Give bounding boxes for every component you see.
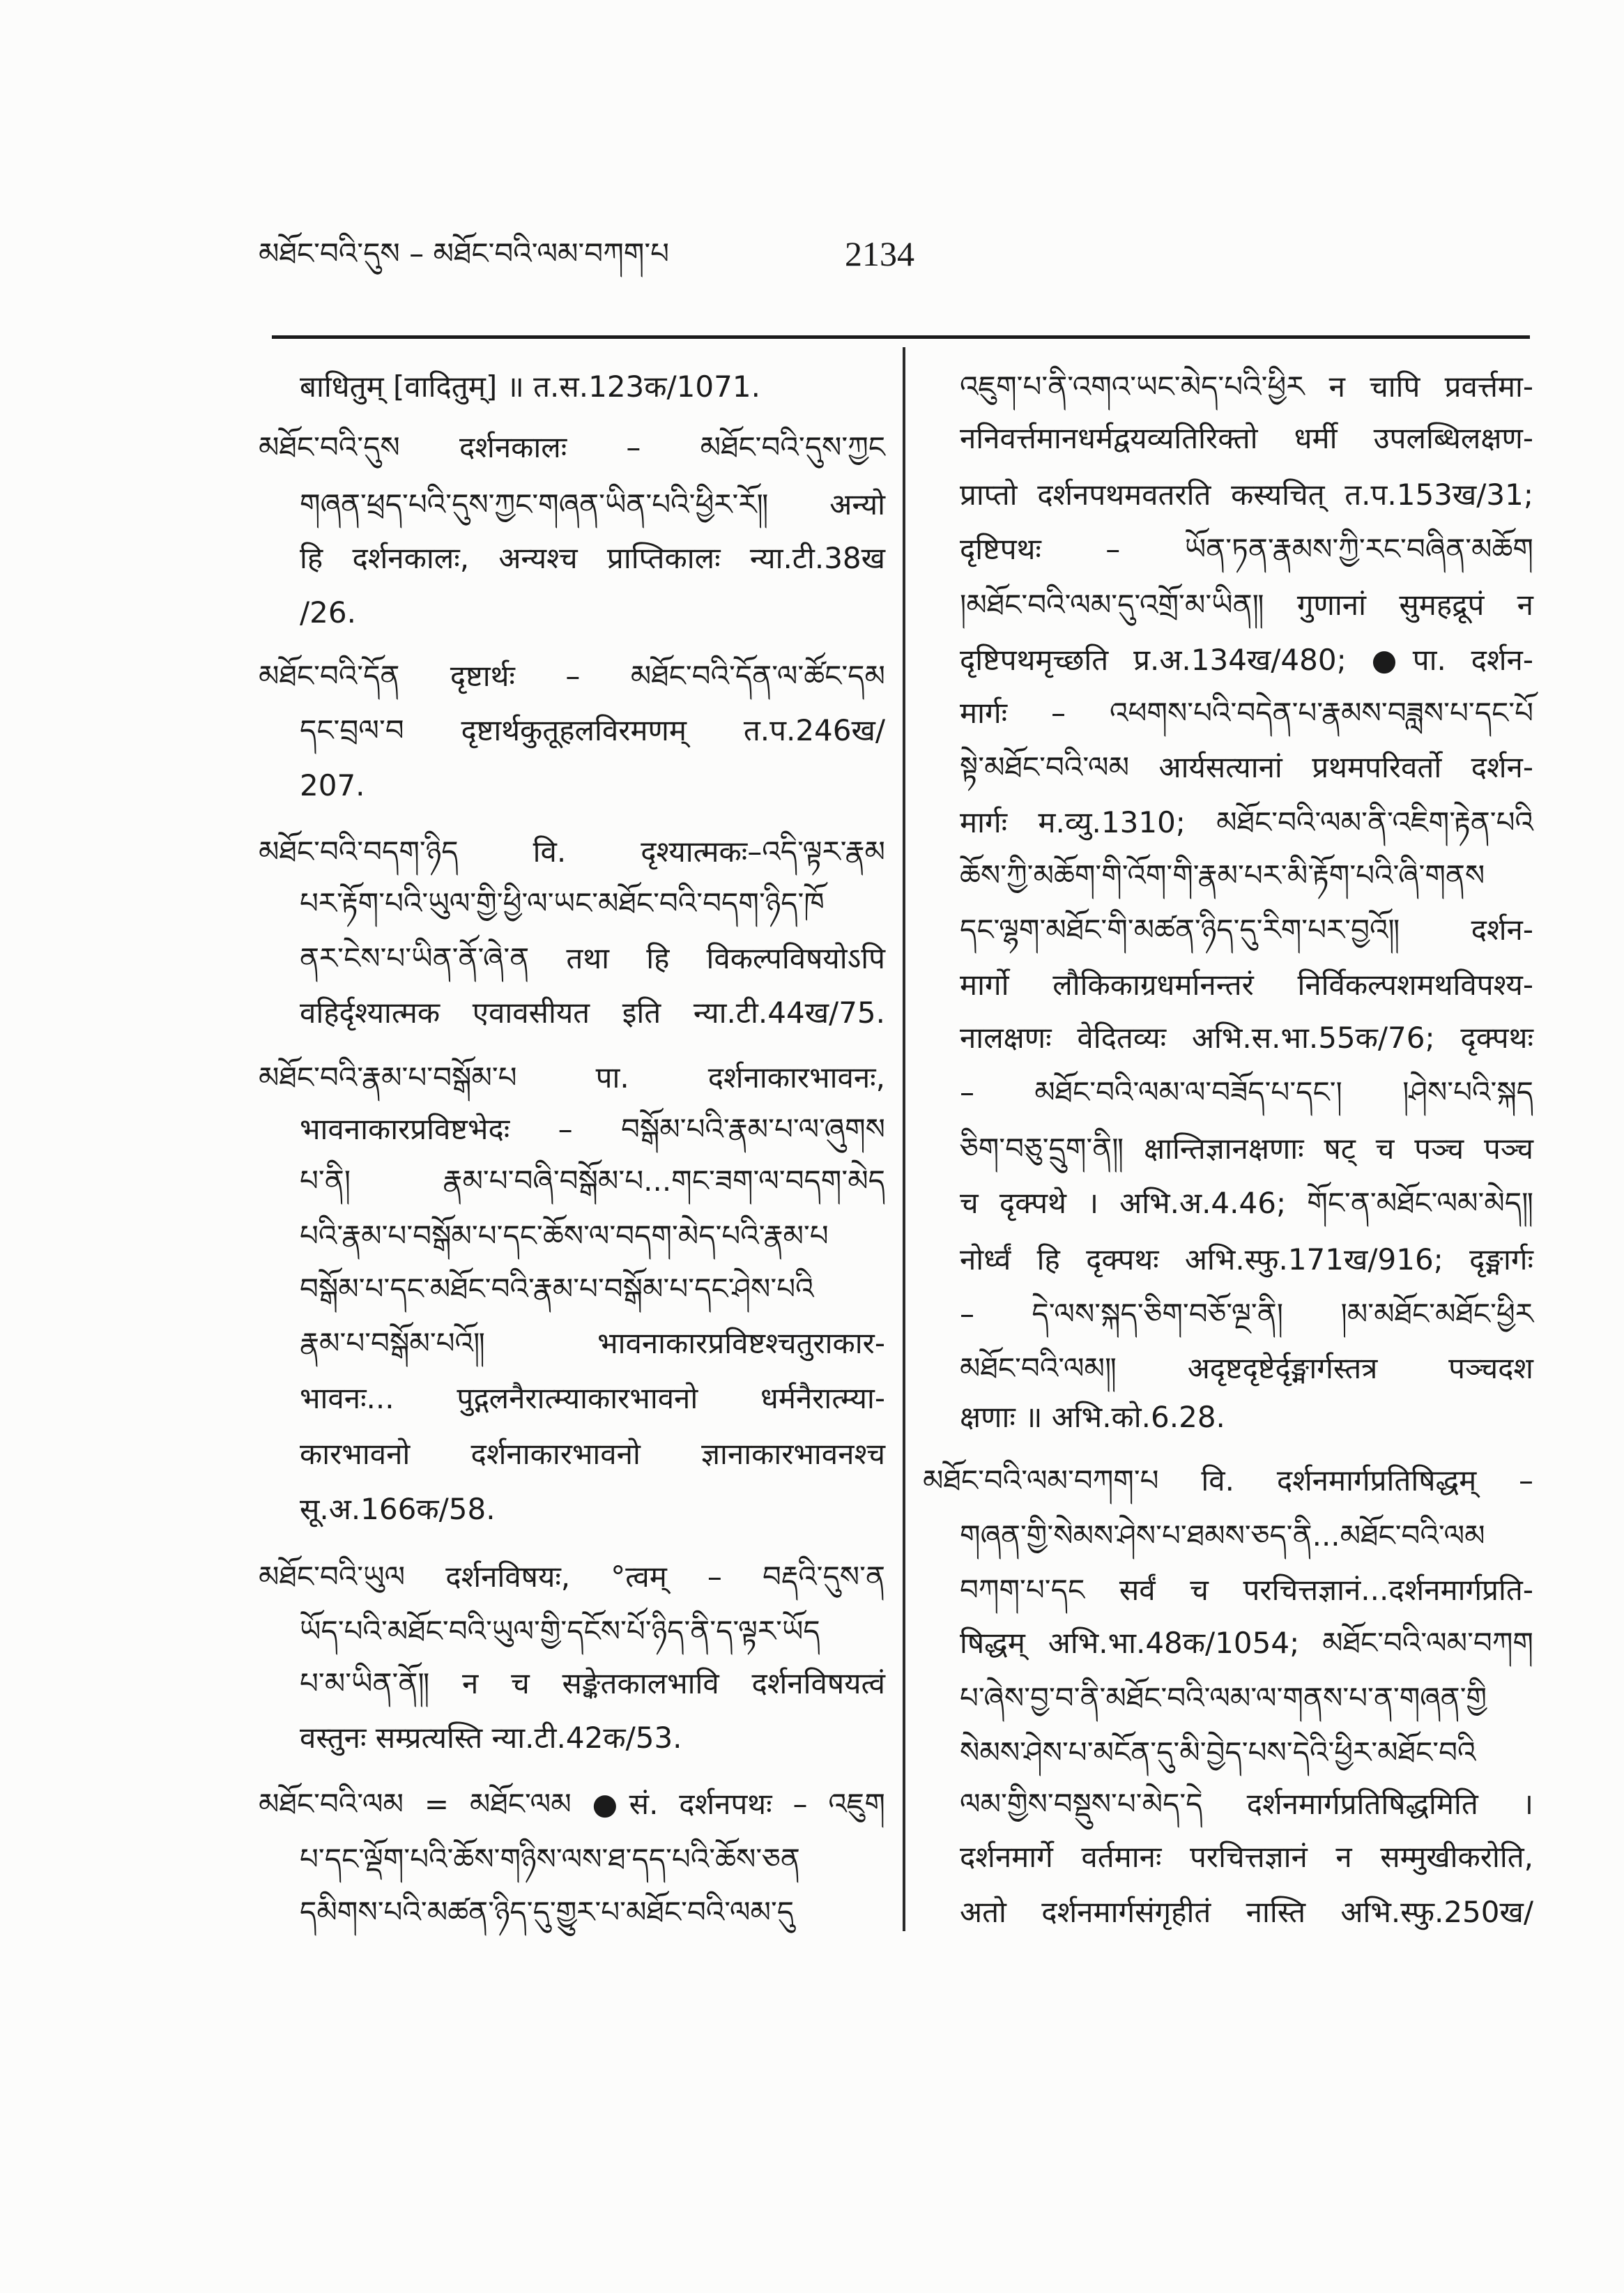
- text-line: हि दर्शनकालः, अन्यश्च प्राप्तिकालः न्या.टी.38ख: [300, 541, 885, 575]
- entry-headword-line: མཐོང་བའི་རྣམ་པ་བསྒོམ་པ पा. दर्शनाकारभावनः,: [259, 1060, 885, 1095]
- text-line: – མཐོང་བའི་ལམ་ལ་བཟོད་པ་དང་། །ཤེས་པའི་སྐད: [960, 1075, 1533, 1109]
- text-line: ཆོས་ཀྱི་མཆོག་གི་འོག་གི་རྣམ་པར་མི་རྟོག་པའི་ཞི་གནས: [960, 858, 1485, 892]
- text-line: 207.: [300, 768, 365, 802]
- running-head: མཐོང་བའི་དུས – མཐོང་བའི་ལམ་བཀག་པ: [259, 236, 670, 271]
- text-line: བསྒོམ་པ་དང་མཐོང་བའི་རྣམ་པ་བསྒོམ་པ་དང་ཤེས་པའི: [300, 1272, 814, 1306]
- text-line: རྣམ་པ་བསྒོམ་པའོ༎ भावनाकारप्रविष्टश्चतुराकार-: [300, 1326, 885, 1360]
- text-line: བཀག་པ་དང सर्वं च परचित्तज्ञानं...दर्शनमार्गप्रति-: [960, 1573, 1533, 1607]
- text-line: པ་མ་ཡིན་ནོ༎ न च सङ्केतकालभावि दर्शनविषयत्वं: [300, 1666, 885, 1700]
- text-line: གཞན་གྱི་སེམས་ཤེས་པ་ཐམས་ཅད་ནི...མཐོང་བའི་ལམ: [960, 1518, 1485, 1553]
- text-line: ནར་ངེས་པ་ཡིན་ནོ་ཞེ་ན तथा हि विकल्पविषयोऽपि: [300, 941, 885, 975]
- text-line: बाधितुम् [वादितुम्] ॥ त.स.123क/1071.: [300, 370, 760, 404]
- text-line: །མཐོང་བའི་ལམ་དུ་འགྲོ་མ་ཡིན༎ गुणानां सुमहद्रूपं न: [960, 588, 1533, 622]
- text-line: दृष्टिपथः – ཡོན་ཏན་རྣམས་ཀྱི་རང་བཞིན་མཆོག: [960, 532, 1533, 566]
- text-line: सू.अ.166क/58.: [300, 1492, 496, 1526]
- text-line: མཐོང་བའི་ལམ༎ अदृष्टदृष्टेर्दृङ्मार्गस्तत्र पञ्चदश: [960, 1351, 1533, 1385]
- text-line: ननिवर्त्तमानधर्मद्वयव्यतिरिक्तो धर्मी उपलब्धिलक्षण-: [960, 421, 1533, 455]
- header-rule: [272, 335, 1530, 339]
- text-line: मार्गः – འཕགས་པའི་བདེན་པ་རྣམས་བཟླས་པ་དང་པོ: [960, 696, 1533, 730]
- text-line: པར་རྟོག་པའི་ཡུལ་གྱི་ཕྱི་ལ་ཡང་མཐོང་བའི་བདག་ཉིད་ཁོ: [300, 886, 825, 920]
- text-line: ཡོད་པའི་མཐོང་བའི་ཡུལ་གྱི་དངོས་པོ་ཉིད་ནི་ད་ལྟར་ཡོད: [300, 1614, 820, 1648]
- text-line: भावनः... पुद्गलनैरात्म्याकारभावनो धर्मनैरात्म्या-: [300, 1381, 885, 1415]
- text-line: मार्गः म.व्यु.1310; མཐོང་བའི་ལམ་ནི་འཇིག་རྟེན་པའི: [960, 805, 1533, 839]
- text-line: अतो दर्शनमार्गसंगृहीतं नास्ति अभि.स्फु.250ख/: [960, 1895, 1533, 1929]
- text-line: कारभावनो दर्शनाकारभावनो ज्ञानाकारभावनश्च: [300, 1437, 885, 1471]
- text-line: པ་དང་ལྡོག་པའི་ཆོས་གཉིས་ལས་ཐ་དད་པའི་ཆོས་ཅན: [300, 1842, 800, 1876]
- entry-headword-line: མཐོང་བའི་ལམ = མཐོང་ལམ ●सं. दर्शनपथः – འཇུག: [259, 1787, 885, 1821]
- text-line: ལམ་གྱིས་བསྡུས་པ་མེད་དེ दर्शनमार्गप्रतिषिद्धमिति ।: [960, 1787, 1533, 1821]
- entry-headword-line: མཐོང་བའི་དུས दर्शनकालः – མཐོང་བའི་དུས་ཀྱང: [259, 430, 885, 464]
- text-line: སེམས་ཤེས་པ་མངོན་དུ་མི་བྱེད་པས་དེའི་ཕྱིར་མཐོང་བའི: [960, 1735, 1476, 1769]
- text-line: – དེ་ལས་སྐད་ཅིག་བཅོ་ལྔ་ནི། །མ་མཐོང་མཐོང་ཕྱིར: [960, 1297, 1533, 1331]
- text-line: वस्तुनः सम्प्रत्यस्ति न्या.टी.42क/53.: [300, 1721, 682, 1755]
- entry-headword-line: མཐོང་བའི་ལམ་བཀག་པ वि. दर्शनमार्गप्रतिषिद्धम् –: [923, 1463, 1533, 1498]
- column-divider: [903, 347, 905, 1931]
- text-line: དམིགས་པའི་མཚན་ཉིད་དུ་གྱུར་པ་མཐོང་བའི་ལམ་དུ: [300, 1895, 795, 1929]
- text-line: པ་ནི། རྣམ་པ་བཞི་བསྒོམ་པ...གང་ཟག་ལ་བདག་མེད: [300, 1164, 885, 1198]
- text-line: नालक्षणः वेदितव्यः अभि.स.भा.55क/76; दृक्पथः: [960, 1021, 1533, 1055]
- text-line: /26.: [300, 595, 356, 630]
- text-line: वहिर्दृश्यात्मक एवावसीयत इति न्या.टी.44ख/75.: [300, 996, 885, 1030]
- text-line: दर्शनमार्गे वर्तमानः परचित्तज्ञानं न सम्मुखीकरोति,: [960, 1840, 1533, 1874]
- page-number: 2134: [845, 234, 914, 273]
- text-line: दृष्टिपथमृच्छति प्र.अ.134ख/480; ●पा. दर्शन-: [960, 643, 1533, 677]
- text-line: དང་བྲལ་བ दृष्टार्थकुतूहलविरमणम् त.प.246ख/: [300, 713, 885, 747]
- text-line: प्राप्तो दर्शनपथमवतरति कस्यचित् त.प.153ख/31;: [960, 478, 1533, 512]
- text-line: གཞན་ཕྲད་པའི་དུས་ཀྱང་གཞན་ཡིན་པའི་ཕྱིར་རོ༎ अन्यो: [300, 487, 885, 521]
- text-line: པ་ཞེས་བྱ་བ་ནི་མཐོང་བའི་ལམ་ལ་གནས་པ་ན་གཞན་གྱི: [960, 1681, 1487, 1715]
- text-line: नोर्ध्वं हि दृक्पथः अभि.स्फु.171ख/916; दृङ्मार्गः: [960, 1242, 1533, 1277]
- text-line: भावनाकारप्रविष्टभेदः – བསྒོམ་པའི་རྣམ་པ་ལ་ཞུགས: [300, 1112, 885, 1146]
- entry-headword-line: མཐོང་བའི་དོན दृष्टार्थः – མཐོང་བའི་དོན་ལ་ཚོང་དམ: [259, 659, 885, 693]
- text-line: मार्गो लौकिकाग्रधर्मानन्तरं निर्विकल्पशमथविपश्य-: [960, 968, 1533, 1002]
- text-line: क्षणाः ॥ अभि.को.6.28.: [960, 1400, 1225, 1434]
- text-line: སྟེ་མཐོང་བའི་ལམ आर्यसत्यानां प्रथमपरिवर्तो दर्शन-: [960, 750, 1533, 784]
- text-line: च दृक्पथे । अभि.अ.4.46; གོང་ན་མཐོང་ལམ་མེད༎: [960, 1186, 1533, 1220]
- entry-headword-line: མཐོང་བའི་བདག་ཉིད वि. दृश्यात्मकः–འདི་ལྟར་རྣམ: [259, 835, 885, 869]
- text-line: འཇུག་པ་ནི་འགའ་ཡང་མེད་པའི་ཕྱིར न चापि प्रवर्त्तमा-: [960, 370, 1533, 404]
- text-line: ཅིག་བཅུ་དྲུག་ནི༎ क्षान्तिज्ञानक्षणाः षट् च पञ्च पञ्च: [960, 1132, 1533, 1166]
- entry-headword-line: མཐོང་བའི་ཡུལ दर्शनविषयः, °त्वम् – བརྡའི་དུས་ན: [259, 1560, 885, 1594]
- text-line: པའི་རྣམ་པ་བསྒོམ་པ་དང་ཆོས་ལ་བདག་མེད་པའི་རྣམ་པ: [300, 1219, 829, 1253]
- text-line: षिद्धम् अभि.भा.48क/1054; མཐོང་བའི་ལམ་བཀག: [960, 1626, 1533, 1660]
- text-line: དང་ལྷག་མཐོང་གི་མཚན་ཉིད་དུ་རིག་པར་བྱའོ༎ दर्शन-: [960, 913, 1533, 947]
